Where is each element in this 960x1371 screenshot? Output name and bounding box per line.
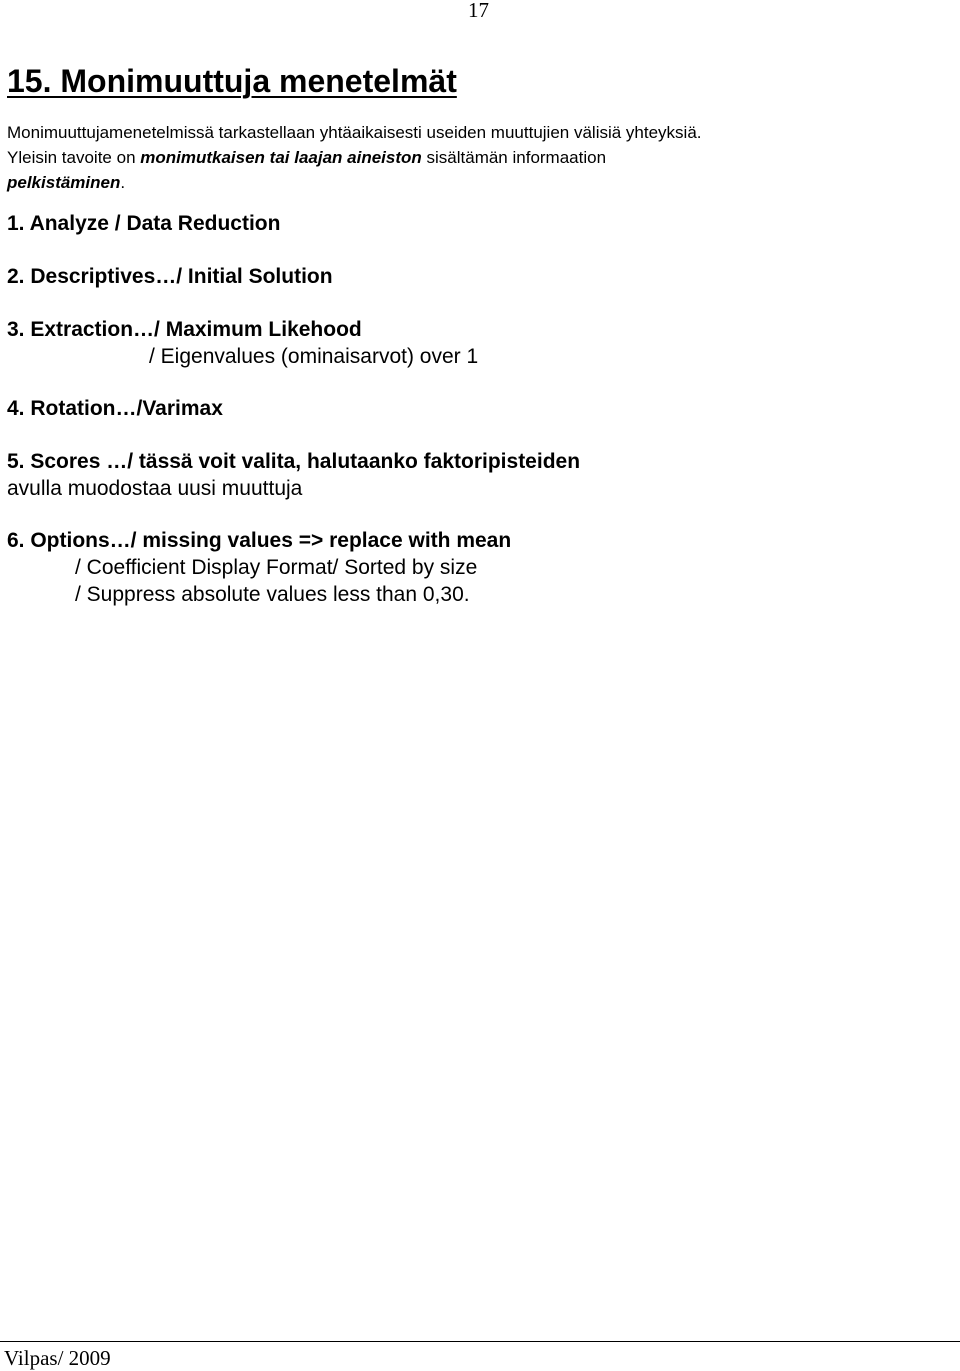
step-5-text: 5. Scores …/ tässä voit valita, halutaanko faktoripisteiden [7,450,581,473]
intro-line-1: Monimuuttujamenetelmissä tarkastellaan yhtäaikaisesti useiden muuttujien välisiä yhteyksiä. [7,123,702,142]
section-title: 15. Monimuuttuja menetelmät [7,63,457,99]
intro-line-3-emphasis: pelkistäminen [7,173,121,192]
step-4 [7,395,223,422]
step-5-detail: avulla muodostaa uusi muuttuja [7,477,303,500]
step-3 [7,316,478,370]
intro-paragraph [7,120,907,195]
intro-line-2 [7,145,907,170]
intro-line-2-prefix: Yleisin tavoite on [7,148,141,167]
step-2 [7,263,333,290]
step-6-detail-1: / Coefficient Display Format/ Sorted by size [75,556,478,579]
step-1 [7,210,280,237]
step-1-text: 1. Analyze / Data Reduction [7,212,281,235]
footer-divider [0,1341,960,1342]
step-4-text: 4. Rotation…/Varimax [7,397,223,420]
intro-line-3-suffix: . [120,173,126,192]
step-6 [7,527,511,608]
intro-line-3 [7,170,907,195]
step-3-text: 3. Extraction…/ Maximum Likehood [7,318,362,341]
intro-line-2-suffix: sisältämän informaation [421,148,607,167]
footer-author: Vilpas/ 2009 [4,1346,111,1370]
step-3-detail: / Eigenvalues (ominaisarvot) over 1 [149,345,479,368]
step-6-text: 6. Options…/ missing values => replace with mean [7,529,512,552]
step-5 [7,448,580,502]
intro-line-2-emphasis: monimutkaisen tai laajan aineiston [140,148,422,167]
step-6-detail-2: / Suppress absolute values less than 0,30. [75,583,470,606]
page-number: 17 [468,0,489,22]
step-2-text: 2. Descriptives…/ Initial Solution [7,265,333,288]
